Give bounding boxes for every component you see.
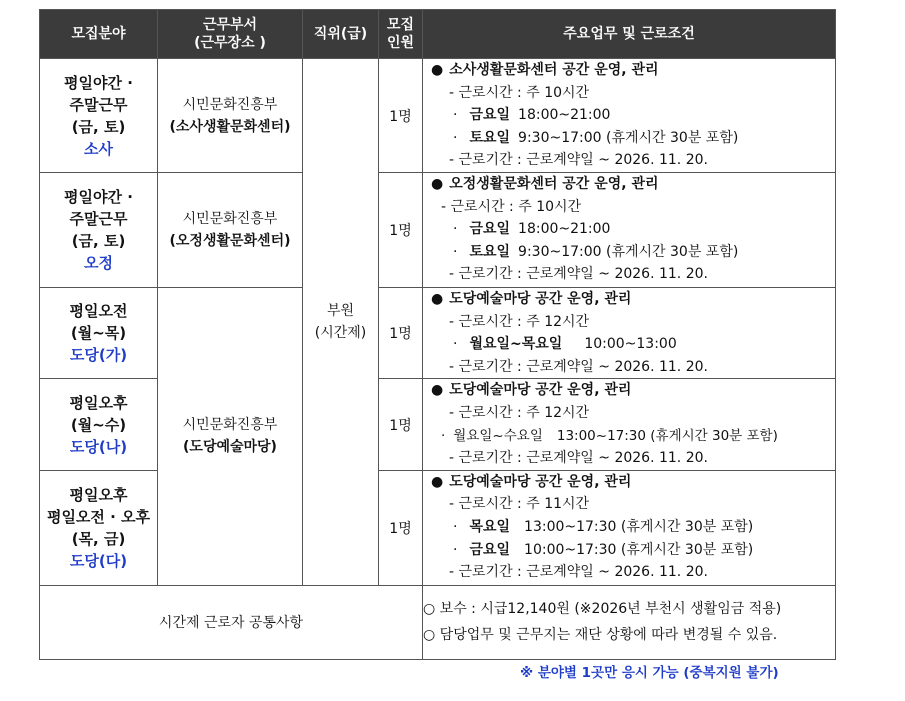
common-items: ○ 보수 : 시급12,140원 (※2026년 부천시 생활임금 적용) ○ 담당업무 및 근무지는 재단 상황에 따라 변경될 수 있음. xyxy=(423,585,836,659)
count-cell: 1명 xyxy=(379,173,423,288)
bullet-icon: ● xyxy=(431,62,444,78)
field-cell: 평일오후 (월~수) 도당(나) xyxy=(40,379,158,470)
position-cell: 부원 (시간제) xyxy=(303,59,379,586)
header-position: 직위(급) xyxy=(303,10,379,59)
field-cell: 평일야간 · 주말근무 (금, 토) 소사 xyxy=(40,59,158,173)
bullet-icon: ● xyxy=(431,382,444,399)
field-cell: 평일야간 · 주말근무 (금, 토) 오정 xyxy=(40,173,158,288)
duty-cell: ● 오정생활문화센터 공간 운영, 관리 - 근로시간 : 주 10시간 · 금요일 18:00~21:00 · 토요일 9:30~17:00 (휴게시간 30분 포함) - 근로기간 : 근로계약일 ~ 2026. 11. 20. xyxy=(423,173,836,288)
count-cell: 1명 xyxy=(379,470,423,585)
recruitment-table xyxy=(39,9,836,660)
count-cell: 1명 xyxy=(379,379,423,470)
header-count: 모집 인원 xyxy=(379,10,423,59)
duty-cell: ● 도당예술마당 공간 운영, 관리 - 근로시간 : 주 11시간 · 목요일 13:00~17:30 (휴게시간 30분 포함) · 금요일 10:00~17:30 (휴게시간 30분 포함) - 근로기간 : 근로계약일 ~ 2026. 11. 20. xyxy=(423,470,836,585)
duty-cell: ● 소사생활문화센터 공간 운영, 관리 - 근로시간 : 주 10시간 · 금요일 18:00~21:00 · 토요일 9:30~17:00 (휴게시간 30분 포함) - 근로기간 : 근로계약일 ~ 2026. 11. 20. xyxy=(423,59,836,173)
duty-cell: ● 도당예술마당 공간 운영, 관리 - 근로시간 : 주 12시간 · 월요일~목요일 10:00~13:00 - 근로기간 : 근로계약일 ~ 2026. 11. 20. xyxy=(423,288,836,379)
header-field: 모집분야 xyxy=(40,10,158,59)
dept-cell: 시민문화진흥부 (소사생활문화센터) xyxy=(158,59,303,173)
bullet-icon: ● xyxy=(431,473,444,490)
application-note: ※ 분야별 1곳만 응시 가능 (중복지원 불가) xyxy=(520,665,779,681)
field-place: 오정 xyxy=(84,254,113,272)
field-place: 도당(나) xyxy=(69,437,128,456)
field-place: 도당(가) xyxy=(69,346,128,365)
common-row xyxy=(40,585,836,659)
dept-cell: 시민문화진흥부 (오정생활문화센터) xyxy=(158,173,303,288)
bullet-icon: ● xyxy=(431,176,444,192)
field-place: 도당(다) xyxy=(69,551,128,570)
header-dept: 근무부서 (근무장소 ) xyxy=(158,10,303,59)
common-label: 시간제 근로자 공통사항 xyxy=(40,585,423,659)
dept-cell: 시민문화진흥부 (도당예술마당) xyxy=(158,288,303,586)
table-row xyxy=(40,59,836,173)
count-cell: 1명 xyxy=(379,59,423,173)
table-row xyxy=(40,173,836,288)
count-cell: 1명 xyxy=(379,288,423,379)
field-place: 소사 xyxy=(84,139,113,158)
table-row xyxy=(40,288,836,379)
field-cell: 평일오전 (월~목) 도당(가) xyxy=(40,288,158,379)
header-duties: 주요업무 및 근로조건 xyxy=(423,10,836,59)
bullet-icon: ● xyxy=(431,291,444,307)
duty-cell: ● 도당예술마당 공간 운영, 관리 - 근로시간 : 주 12시간 · 월요일~수요일 13:00~17:30 (휴게시간 30분 포함) - 근로기간 : 근로계약일 ~ 2026. 11. 20. xyxy=(423,379,836,470)
field-cell: 평일오후 평일오전 · 오후 (목, 금) 도당(다) xyxy=(40,470,158,585)
header-row xyxy=(40,10,836,59)
